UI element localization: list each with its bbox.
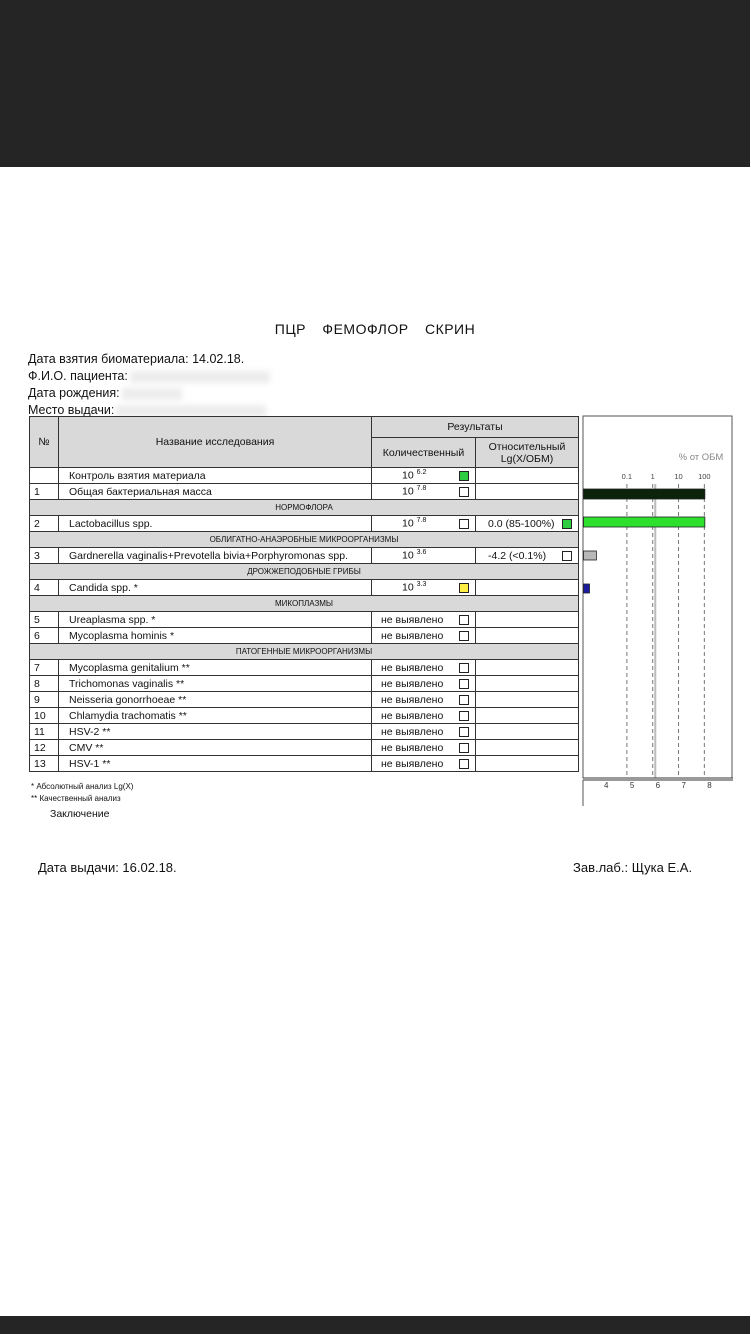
section-title: ДРОЖЖЕПОДОБНЫЕ ГРИБЫ [30,564,579,580]
quant-base: 10 [402,517,414,530]
indicator-box [459,519,469,529]
x-tick-label: 6 [655,781,661,790]
rel-value: 0.0 (85-100%) [488,517,555,530]
test-name: HSV-2 ** [59,724,372,740]
quant-exponent: 7.8 [416,517,427,525]
qual-result: не выявлено [381,677,444,690]
row-number: 3 [30,548,59,564]
row-number: 6 [30,628,59,644]
table-row [30,724,579,740]
percent-tick-label: 10 [674,472,683,481]
header-rel: Относительный Lg(X/ОБМ) [476,438,579,468]
quant-exponent: 7.8 [416,485,427,493]
rel-cell [476,676,579,692]
quant-base: 10 [402,581,414,594]
quant-cell [372,516,476,532]
birth-line [28,385,270,402]
redacted-area [116,405,266,417]
patient-label: Ф.И.О. пациента: [28,369,128,383]
issue-date: Дата выдачи: 16.02.18. [38,860,177,875]
quant-base: 10 [402,485,414,498]
section-title: ПАТОГЕННЫЕ МИКРООРГАНИЗМЫ [30,644,579,660]
log-scale-chart [583,416,733,790]
indicator-box [459,583,469,593]
rel-cell [476,740,579,756]
rel-cell [476,660,579,676]
test-name: HSV-1 ** [59,756,372,772]
qual-result: не выявлено [381,693,444,706]
conclusion-label: Заключение [50,808,110,820]
table-row [30,548,579,564]
quant-base: 10 [402,469,414,482]
row-number: 13 [30,756,59,772]
footnote-qual: ** Качественный анализ [31,794,121,803]
row-number: 11 [30,724,59,740]
test-name: Ureaplasma spp. * [59,612,372,628]
test-name: Candida spp. * [59,580,372,596]
row-number: 9 [30,692,59,708]
header-results: Результаты [372,417,579,438]
rel-cell [476,516,579,532]
indicator-box [459,727,469,737]
qual-result: не выявлено [381,741,444,754]
row-number: 5 [30,612,59,628]
indicator-box [459,695,469,705]
quant-cell [372,628,476,644]
table-row [30,740,579,756]
indicator-box [459,759,469,769]
row-number: 7 [30,660,59,676]
section-row [30,644,579,660]
qual-result: не выявлено [381,661,444,674]
quant-cell [372,660,476,676]
indicator-box [459,487,469,497]
redacted-area [122,388,182,400]
table-row [30,484,579,500]
section-title: ОБЛИГАТНО-АНАЭРОБНЫЕ МИКРООРГАНИЗМЫ [30,532,579,548]
x-tick-label: 8 [707,781,712,790]
section-row [30,564,579,580]
table-row [30,628,579,644]
row-number: 2 [30,516,59,532]
quant-exponent: 3.6 [416,549,427,557]
row-number: 8 [30,676,59,692]
indicator-box [459,631,469,641]
chart-frame [583,416,732,778]
quant-cell [372,740,476,756]
quant-exponent: 3.3 [416,581,427,589]
chart-bar [584,584,590,593]
row-number [30,468,59,484]
test-name: Lactobacillus spp. [59,516,372,532]
table-row [30,708,579,724]
indicator-box [459,615,469,625]
indicator-box [459,679,469,689]
rel-cell [476,724,579,740]
section-row [30,500,579,516]
x-tick-label: 4 [604,781,609,790]
section-title: МИКОПЛАЗМЫ [30,596,579,612]
row-number: 12 [30,740,59,756]
quant-cell [372,756,476,772]
test-name: Общая бактериальная масса [59,484,372,500]
percent-tick-label: 100 [698,472,711,481]
qual-result: не выявлено [381,725,444,738]
redacted-area [130,371,270,383]
title-part: СКРИН [424,321,476,337]
header-no: № [30,417,59,468]
rel-cell [476,708,579,724]
rel-cell [476,612,579,628]
quant-cell [372,580,476,596]
quant-base: 10 [402,549,414,562]
quant-exponent: 6.2 [416,469,427,477]
row-number: 4 [30,580,59,596]
footnote-abs: * Абсолютный анализ Lg(X) [31,782,134,791]
percent-tick-label: 0.1 [621,472,633,481]
results-body [30,468,579,772]
row-number: 10 [30,708,59,724]
chart-axis-extension [583,780,751,810]
quant-cell [372,468,476,484]
test-name: Trichomonas vaginalis ** [59,676,372,692]
rel-cell [476,548,579,564]
test-name: Chlamydia trachomatis ** [59,708,372,724]
section-title: НОРМОФЛОРА [30,500,579,516]
rel-cell [476,580,579,596]
patient-line [28,368,270,385]
table-row [30,676,579,692]
section-row [30,596,579,612]
qual-result: не выявлено [381,757,444,770]
lab-head: Зав.лаб.: Щука Е.А. [573,860,693,875]
qual-result: не выявлено [381,629,444,642]
rel-cell [476,692,579,708]
row-number: 1 [30,484,59,500]
table-row [30,612,579,628]
test-name: CMV ** [59,740,372,756]
test-name: Контроль взятия материала [59,468,372,484]
quant-cell [372,724,476,740]
results-table [29,416,579,772]
rel-cell [476,468,579,484]
indicator-box [459,711,469,721]
rel-cell [476,628,579,644]
qual-result: не выявлено [381,613,444,626]
quant-cell [372,484,476,500]
percent-tick-label: 1 [650,472,655,481]
x-tick-label: 7 [681,781,686,790]
top-dark-bar [0,0,750,167]
title-part: ФЕМОФЛОР [322,321,409,337]
quant-cell [372,548,476,564]
quant-cell [372,708,476,724]
patient-info [28,351,270,419]
chart-bar [584,517,705,527]
test-name: Gardnerella vaginalis+Prevotella bivia+Porphyromonas spp. [59,548,372,564]
report-title [0,321,750,337]
sample-date: Дата взятия биоматериала: 14.02.18. [28,352,245,366]
quant-cell [372,612,476,628]
rel-cell [476,756,579,772]
bottom-dark-bar [0,1316,750,1334]
qual-result: не выявлено [381,709,444,722]
quant-cell [372,692,476,708]
birth-label: Дата рождения: [28,386,120,400]
title-part: ПЦР [274,321,307,337]
indicator-box [562,551,572,561]
quant-cell [372,676,476,692]
indicator-box [459,471,469,481]
x-tick-label: 5 [629,781,635,790]
rel-value: -4.2 (<0.1%) [488,549,547,562]
indicator-box [562,519,572,529]
rel-cell [476,484,579,500]
chart-bar [584,489,705,499]
chart-title: % от ОБМ [678,452,724,463]
test-name: Mycoplasma genitalium ** [59,660,372,676]
header-name: Название исследования [59,417,372,468]
table-row [30,692,579,708]
header-quant: Количественный [372,438,476,468]
table-row [30,468,579,484]
indicator-box [459,663,469,673]
test-name: Mycoplasma hominis * [59,628,372,644]
table-row [30,580,579,596]
sample-date-line [28,351,270,368]
table-row [30,516,579,532]
table-row [30,660,579,676]
chart-bar [584,551,597,560]
section-row [30,532,579,548]
indicator-box [459,743,469,753]
test-name: Neisseria gonorrhoeae ** [59,692,372,708]
place-label: Место выдачи: [28,403,115,417]
table-row [30,756,579,772]
